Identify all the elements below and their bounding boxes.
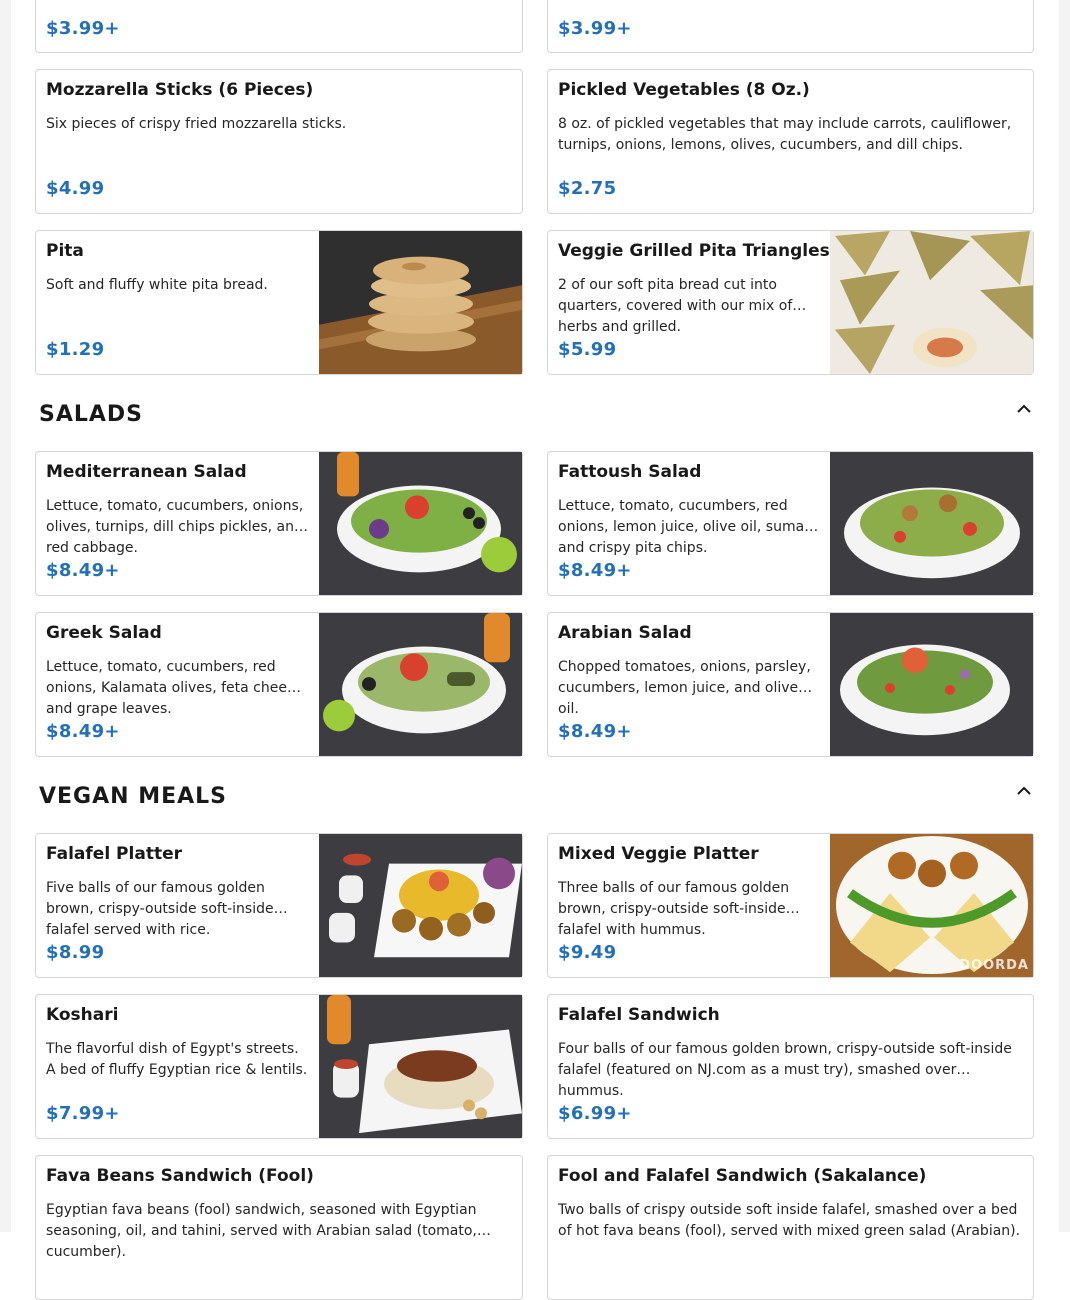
menu-item-card[interactable] <box>35 0 523 53</box>
menu-item-card[interactable] <box>35 833 523 978</box>
item-price: $8.49+ <box>46 560 120 581</box>
chevron-up-icon <box>1014 781 1034 801</box>
item-name: Mixed Veggie Platter <box>558 844 759 864</box>
greek-salad-image <box>319 613 522 756</box>
menu-item-card[interactable] <box>547 612 1034 757</box>
item-description: 2 of our soft pita bread cut into quarters, covered with our mix of herbs and grilled. <box>558 277 793 335</box>
item-description: 8 oz. of pickled vegetables that may include carrots, cauliflower, turnips, onions, lemons, olives, cucumbers, and dill chips. <box>558 116 1012 153</box>
item-price: $2.75 <box>558 178 617 199</box>
menu-item-card[interactable] <box>547 833 1034 978</box>
grilled-pita-image <box>830 231 1033 374</box>
section-title-salads: SALADS <box>39 402 144 427</box>
item-name: Arabian Salad <box>558 623 692 643</box>
koshari-image <box>319 995 522 1138</box>
item-name: Mozzarella Sticks (6 Pieces) <box>46 80 314 100</box>
section-title-vegan-meals: VEGAN MEALS <box>39 784 228 809</box>
pita-bread-image <box>319 231 522 374</box>
fattoush-salad-image <box>830 452 1033 595</box>
menu-item-card[interactable] <box>547 230 1034 375</box>
menu-item-card[interactable] <box>547 69 1034 214</box>
menu-item-card[interactable] <box>547 0 1034 53</box>
item-name: Fool and Falafel Sandwich (Sakalance) <box>558 1166 927 1186</box>
item-description: Three balls of our famous golden brown, crispy-outside soft-inside falafel with hummus. <box>558 880 790 938</box>
item-description: Chopped tomatoes, onions, parsley, cucumbers, lemon juice, and olive oil. <box>558 659 811 717</box>
menu-item-card[interactable] <box>35 451 523 596</box>
item-description: Soft and fluffy white pita bread. <box>46 277 268 293</box>
item-description: Lettuce, tomato, cucumbers, red onions, lemon juice, olive oil, sumac and crispy pita chips. <box>558 498 812 556</box>
menu-item-card[interactable] <box>547 1155 1034 1300</box>
item-price: $4.99 <box>46 178 105 199</box>
item-description: Four balls of our famous golden brown, crispy-outside soft-inside falafel (featured on NJ.com as a must try), smashed over hummus. <box>558 1041 1012 1099</box>
falafel-platter-image <box>319 834 522 977</box>
item-name: Falafel Sandwich <box>558 1005 720 1025</box>
chevron-up-icon <box>1014 399 1034 419</box>
item-price: $3.99+ <box>46 18 120 39</box>
item-price: $7.99+ <box>46 1103 120 1124</box>
item-price: $6.99+ <box>558 1103 632 1124</box>
item-description: Six pieces of crispy fried mozzarella sticks. <box>46 116 347 132</box>
menu-item-card[interactable] <box>35 69 523 214</box>
doordash-watermark: DOORDA <box>959 958 1029 973</box>
item-price: $8.99 <box>46 942 105 963</box>
item-name: Falafel Platter <box>46 844 182 864</box>
menu-item-card[interactable] <box>35 230 523 375</box>
item-price: $8.49+ <box>46 721 120 742</box>
menu-item-card[interactable] <box>35 1155 523 1300</box>
item-description: Five balls of our famous golden brown, crispy-outside soft-inside falafel served with rice. <box>46 880 274 938</box>
page-margin-left <box>0 0 11 1232</box>
item-name: Pickled Vegetables (8 Oz.) <box>558 80 810 100</box>
page-margin-right <box>1059 0 1070 1232</box>
menu-item-card[interactable] <box>547 451 1034 596</box>
menu-item-card[interactable] <box>35 612 523 757</box>
item-description: Two balls of crispy outside soft inside falafel, smashed over a bed of hot fava beans (fool), served with mixed green salad (Arabian). <box>558 1202 1021 1239</box>
item-price: $3.99+ <box>558 18 632 39</box>
item-description: The flavorful dish of Egypt's streets. A bed of fluffy Egyptian rice & lentils. <box>46 1041 308 1078</box>
menu-item-card[interactable] <box>547 994 1034 1139</box>
item-price: $9.49 <box>558 942 617 963</box>
mediterranean-salad-image <box>319 452 522 595</box>
item-name: Koshari <box>46 1005 119 1025</box>
item-name: Greek Salad <box>46 623 162 643</box>
item-price: $8.49+ <box>558 560 632 581</box>
collapse-salads-button[interactable] <box>1014 399 1034 419</box>
item-name: Fattoush Salad <box>558 462 702 482</box>
item-description: Lettuce, tomato, cucumbers, red onions, Kalamata olives, feta cheese and grape leaves. <box>46 659 303 717</box>
item-description: Egyptian fava beans (fool) sandwich, seasoned with Egyptian seasoning, oil, and tahini, served with Arabian salad (tomato, cucumber). <box>46 1202 477 1260</box>
item-description: Lettuce, tomato, cucumbers, onions, olives, turnips, dill chips pickles, and red cabbage. <box>46 498 304 556</box>
item-price: $1.29 <box>46 339 105 360</box>
item-name: Veggie Grilled Pita Triangles <box>558 241 830 261</box>
menu-item-card[interactable] <box>35 994 523 1139</box>
item-name: Pita <box>46 241 84 261</box>
collapse-vegan-meals-button[interactable] <box>1014 781 1034 801</box>
item-price: $8.49+ <box>558 721 632 742</box>
mixed-veggie-platter-image <box>830 834 1033 977</box>
arabian-salad-image <box>830 613 1033 756</box>
item-name: Fava Beans Sandwich (Fool) <box>46 1166 314 1186</box>
item-price: $5.99 <box>558 339 617 360</box>
item-name: Mediterranean Salad <box>46 462 247 482</box>
